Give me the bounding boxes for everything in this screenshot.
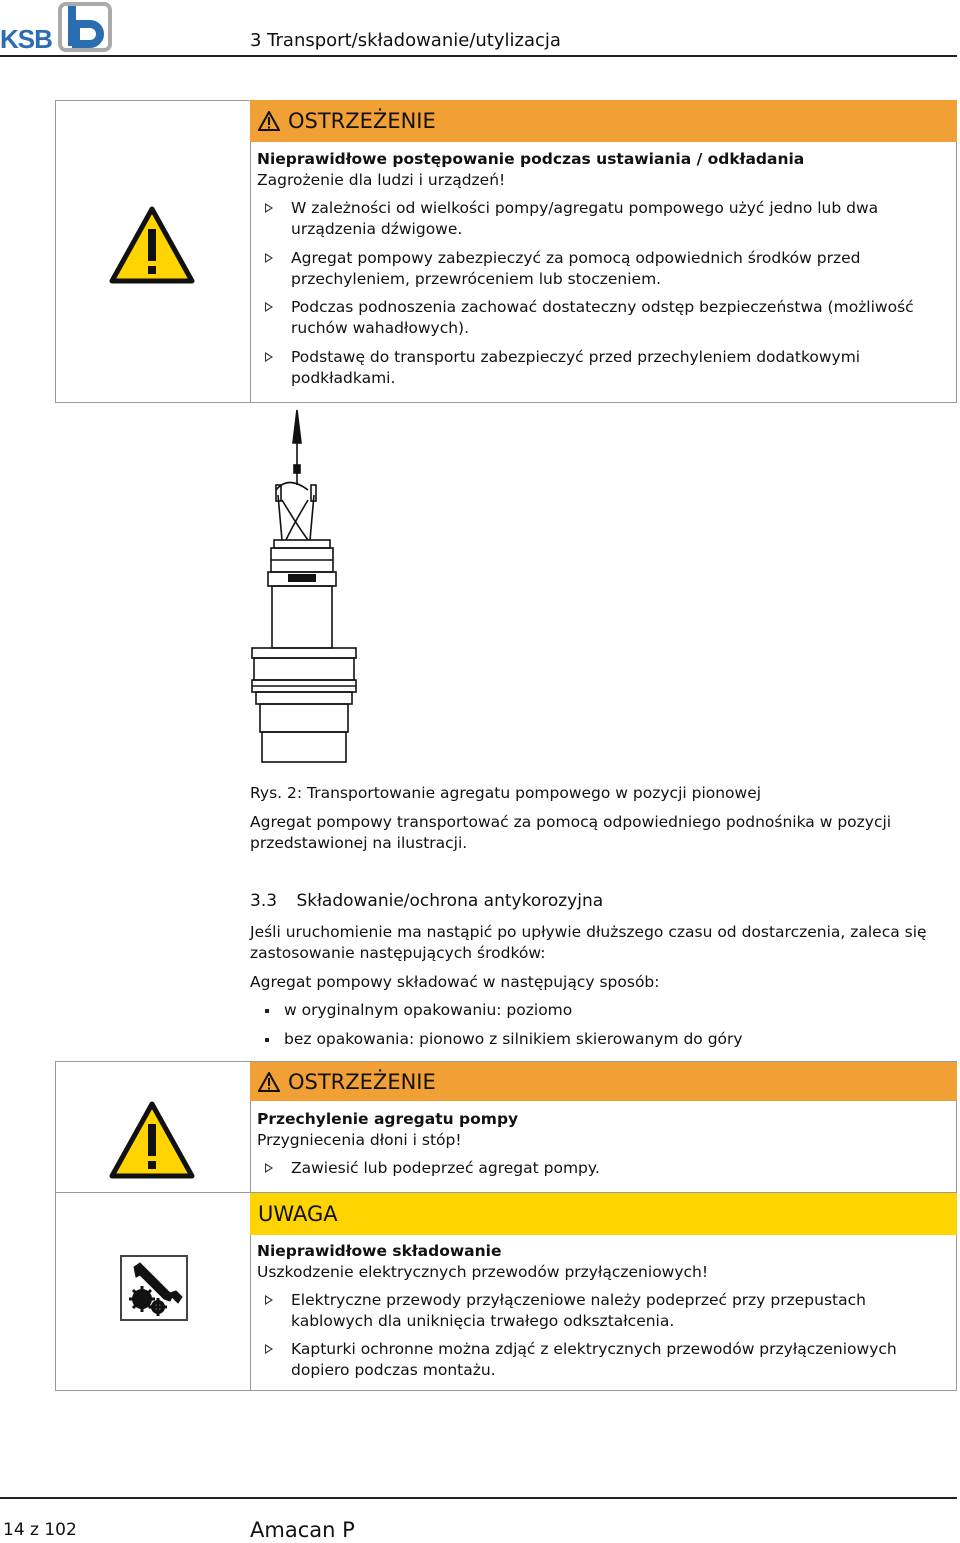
footer-rule [0, 1497, 957, 1499]
notice-subtitle: Uszkodzenie elektrycznych przewodów przyłączeniowych! [257, 1263, 709, 1281]
section-number: 3.3 [250, 891, 278, 911]
bullet-item: bez opakowania: pionowo z silnikiem skierowanym do góry [284, 1030, 743, 1048]
notice-bar [250, 1193, 957, 1235]
list-item: Podstawę do transportu zabezpieczyć przed przechyleniem dodatkowymi podkładkami. [265, 347, 950, 389]
triangle-bullet-icon [265, 1163, 273, 1173]
logo-mark-icon [58, 2, 114, 54]
list-item: Podczas podnoszenia zachować dostateczny odstęp bezpieczeństwa (możliwość ruchów wahadłowych). [265, 297, 950, 339]
triangle-bullet-icon [265, 352, 273, 362]
list-item: W zależności od wielkości pompy/agregatu pompowego użyć jedno lub dwa urządzenia dźwigowe. [265, 198, 950, 240]
square-bullet-icon [265, 1038, 269, 1042]
list-item: Zawiesić lub podeprzeć agregat pompy. [265, 1158, 950, 1179]
warning-small-icon [258, 1072, 280, 1092]
warning-title: Przechylenie agregatu pompy [257, 1110, 519, 1128]
section-title: 3 Transport/składowanie/utylizacja [250, 30, 561, 51]
warning-small-icon [258, 111, 280, 131]
page-number: 14 z 102 [3, 1520, 77, 1540]
section-heading-text: Składowanie/ochrona antykorozyjna [296, 891, 604, 911]
product-name: Amacan P [250, 1518, 355, 1542]
warning-divider-1 [250, 100, 251, 403]
notice-title: Nieprawidłowe składowanie [257, 1242, 502, 1260]
signal-word: OSTRZEŻENIE [288, 109, 436, 133]
signal-word: UWAGA [258, 1202, 338, 1226]
list-item: Kapturki ochronne można zdjąć z elektrycznych przewodów przyłączeniowych dopiero podczas montażu. [265, 1339, 950, 1381]
section-para-2: Agregat pompowy składować w następujący sposób: [250, 973, 660, 991]
signal-word: OSTRZEŻENIE [288, 1069, 436, 1094]
section-para-1: Jeśli uruchomienie ma nastąpić po upływie dłuższego czasu od dostarczenia, zaleca się zastosowanie następujących środków: [250, 923, 927, 962]
figure-caption [250, 783, 761, 804]
pump-illustration [248, 405, 358, 770]
square-bullet-icon [265, 1009, 269, 1013]
triangle-bullet-icon [265, 1295, 273, 1305]
warning-triangle-icon [108, 1100, 196, 1180]
warning-triangle-icon [108, 205, 196, 285]
warning-subtitle: Zagrożenie dla ludzi i urządzeń! [257, 171, 506, 189]
caption-prefix: Rys. 2: [250, 784, 303, 802]
caption-text: Transportowanie agregatu pompowego w pozycji pionowej [307, 784, 762, 802]
list-item: Elektryczne przewody przyłączeniowe należy podeprzeć przy przepustach kablowych dla uniknięcia trwałego odkształcenia. [265, 1290, 950, 1332]
ksb-logo [0, 2, 115, 54]
figure-text: Agregat pompowy transportować za pomocą odpowiedniego podnośnika w pozycji przedstawionej na ilustracji. [250, 813, 892, 852]
triangle-bullet-icon [265, 203, 273, 213]
warning-title: Nieprawidłowe postępowanie podczas ustawiania / odkładania [257, 150, 805, 168]
triangle-bullet-icon [265, 253, 273, 263]
triangle-bullet-icon [265, 302, 273, 312]
triangle-bullet-icon [265, 1344, 273, 1354]
wrench-gears-icon [120, 1255, 188, 1321]
bullet-item: w oryginalnym opakowaniu: poziomo [284, 1001, 573, 1019]
warning-bar-1 [250, 100, 957, 142]
section-heading [250, 891, 603, 911]
logo-text: KSB [0, 24, 52, 54]
warning-subtitle: Przygniecenia dłoni i stóp! [257, 1131, 462, 1149]
warning-bar-2 [250, 1062, 957, 1101]
list-item: Agregat pompowy zabezpieczyć za pomocą odpowiednich środków przed przechyleniem, przewróceniem lub stoczeniem. [265, 248, 950, 290]
header-rule [0, 55, 957, 57]
